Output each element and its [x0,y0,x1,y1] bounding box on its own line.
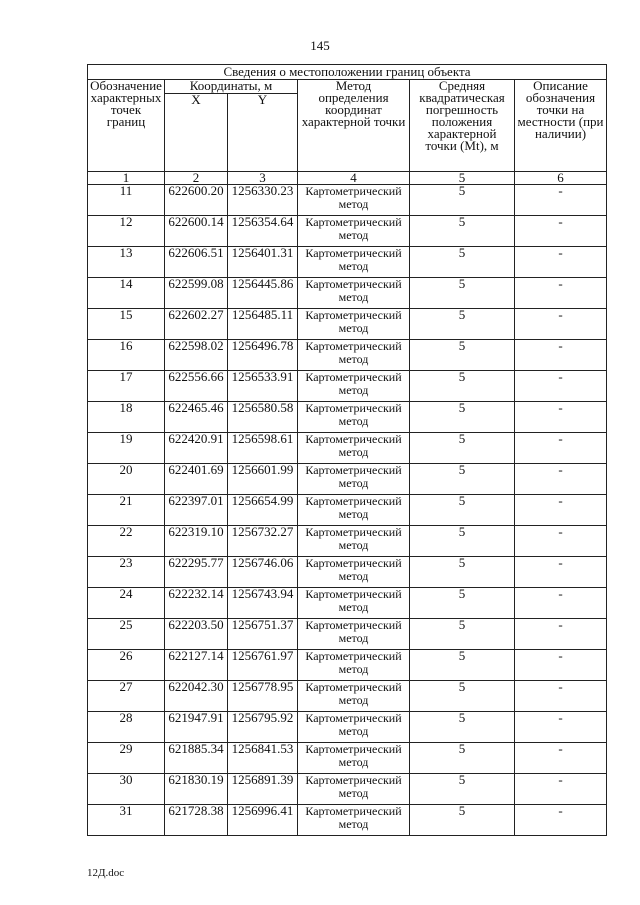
table-row [88,712,607,743]
table-row [88,774,607,805]
cell-x: 621728.38 [165,805,228,836]
cell-x: 621830.19 [165,774,228,805]
page-number: 145 [310,38,330,53]
cell-x: 622401.69 [165,464,228,495]
table-row [88,464,607,495]
cell-point-id: 18 [88,402,165,433]
cell-error: 5 [410,712,515,743]
cell-x: 622042.30 [165,681,228,712]
cell-x: 622600.14 [165,216,228,247]
cell-description: - [515,464,607,495]
table-row [88,743,607,774]
cell-point-id: 15 [88,309,165,340]
cell-error: 5 [410,619,515,650]
cell-x: 622397.01 [165,495,228,526]
cell-description: - [515,557,607,588]
header-description: Описание обозначения точки на местности (при наличии) [515,80,607,172]
cell-error: 5 [410,464,515,495]
file-name-footer: 12Д.doc [87,867,125,879]
cell-y: 1256761.97 [228,650,298,681]
table-row [88,526,607,557]
cell-point-id: 16 [88,340,165,371]
table-row [88,495,607,526]
table-row [88,805,607,836]
header-coordinates: Координаты, м [165,80,298,94]
cell-point-id: 22 [88,526,165,557]
cell-description: - [515,278,607,309]
cell-method: Картометрический метод [298,774,410,805]
cell-point-id: 14 [88,278,165,309]
cell-point-id: 29 [88,743,165,774]
cell-description: - [515,185,607,216]
cell-y: 1256841.53 [228,743,298,774]
table-row [88,402,607,433]
table-row [88,247,607,278]
table-row [88,681,607,712]
cell-description: - [515,495,607,526]
cell-method: Картометрический метод [298,681,410,712]
column-number: 6 [515,172,607,185]
cell-y: 1256996.41 [228,805,298,836]
cell-description: - [515,588,607,619]
cell-point-id: 23 [88,557,165,588]
cell-method: Картометрический метод [298,588,410,619]
cell-x: 621885.34 [165,743,228,774]
cell-method: Картометрический метод [298,216,410,247]
cell-x: 621947.91 [165,712,228,743]
cell-description: - [515,402,607,433]
column-number: 5 [410,172,515,185]
cell-description: - [515,619,607,650]
cell-error: 5 [410,650,515,681]
cell-y: 1256601.99 [228,464,298,495]
cell-method: Картометрический метод [298,805,410,836]
table-row [88,588,607,619]
cell-y: 1256743.94 [228,588,298,619]
cell-y: 1256732.27 [228,526,298,557]
column-number: 3 [228,172,298,185]
cell-x: 622127.14 [165,650,228,681]
cell-point-id: 28 [88,712,165,743]
table-row [88,650,607,681]
header-x: X [165,94,228,172]
cell-x: 622602.27 [165,309,228,340]
cell-description: - [515,371,607,402]
table-row [88,278,607,309]
cell-point-id: 25 [88,619,165,650]
table-row [88,619,607,650]
cell-y: 1256533.91 [228,371,298,402]
cell-error: 5 [410,743,515,774]
cell-method: Картометрический метод [298,309,410,340]
cell-x: 622556.66 [165,371,228,402]
cell-point-id: 17 [88,371,165,402]
cell-point-id: 27 [88,681,165,712]
cell-x: 622600.20 [165,185,228,216]
cell-point-id: 19 [88,433,165,464]
cell-x: 622606.51 [165,247,228,278]
table-row [88,433,607,464]
cell-method: Картометрический метод [298,464,410,495]
table-row [88,216,607,247]
cell-method: Картометрический метод [298,185,410,216]
boundary-coordinates-table [87,64,607,836]
cell-description: - [515,774,607,805]
cell-method: Картометрический метод [298,278,410,309]
cell-description: - [515,216,607,247]
cell-point-id: 13 [88,247,165,278]
cell-error: 5 [410,309,515,340]
cell-error: 5 [410,247,515,278]
table-row [88,371,607,402]
cell-point-id: 21 [88,495,165,526]
cell-description: - [515,712,607,743]
table-title: Сведения о местоположении границ объекта [88,65,607,80]
cell-y: 1256496.78 [228,340,298,371]
cell-point-id: 24 [88,588,165,619]
cell-error: 5 [410,495,515,526]
cell-error: 5 [410,526,515,557]
cell-description: - [515,247,607,278]
cell-method: Картометрический метод [298,247,410,278]
cell-y: 1256354.64 [228,216,298,247]
cell-error: 5 [410,774,515,805]
cell-point-id: 30 [88,774,165,805]
cell-description: - [515,743,607,774]
cell-method: Картометрический метод [298,650,410,681]
cell-method: Картометрический метод [298,495,410,526]
cell-error: 5 [410,402,515,433]
table-row [88,557,607,588]
header-method: Метод определения координат характерной точки [298,80,410,172]
cell-method: Картометрический метод [298,743,410,774]
cell-y: 1256485.11 [228,309,298,340]
cell-x: 622319.10 [165,526,228,557]
cell-method: Картометрический метод [298,371,410,402]
cell-error: 5 [410,185,515,216]
cell-y: 1256330.23 [228,185,298,216]
cell-method: Картометрический метод [298,619,410,650]
table-row [88,185,607,216]
cell-y: 1256598.61 [228,433,298,464]
cell-point-id: 12 [88,216,165,247]
cell-description: - [515,805,607,836]
cell-y: 1256778.95 [228,681,298,712]
cell-point-id: 26 [88,650,165,681]
cell-error: 5 [410,371,515,402]
cell-description: - [515,681,607,712]
cell-error: 5 [410,433,515,464]
cell-x: 622420.91 [165,433,228,464]
cell-y: 1256746.06 [228,557,298,588]
header-error: Средняя квадратическая погрешность положения характерной точки (Mt), м [410,80,515,172]
table-row [88,309,607,340]
cell-y: 1256445.86 [228,278,298,309]
column-number: 4 [298,172,410,185]
column-number: 1 [88,172,165,185]
cell-x: 622599.08 [165,278,228,309]
cell-error: 5 [410,216,515,247]
cell-error: 5 [410,681,515,712]
cell-error: 5 [410,557,515,588]
header-designation: Обозначение характерных точек границ [88,80,165,172]
cell-x: 622465.46 [165,402,228,433]
cell-x: 622203.50 [165,619,228,650]
cell-description: - [515,650,607,681]
cell-point-id: 20 [88,464,165,495]
cell-x: 622232.14 [165,588,228,619]
cell-method: Картометрический метод [298,433,410,464]
cell-method: Картометрический метод [298,340,410,371]
cell-description: - [515,340,607,371]
cell-method: Картометрический метод [298,712,410,743]
cell-error: 5 [410,805,515,836]
cell-error: 5 [410,340,515,371]
cell-error: 5 [410,588,515,619]
cell-point-id: 11 [88,185,165,216]
cell-description: - [515,309,607,340]
cell-method: Картометрический метод [298,526,410,557]
cell-x: 622295.77 [165,557,228,588]
cell-y: 1256795.92 [228,712,298,743]
cell-description: - [515,433,607,464]
cell-y: 1256580.58 [228,402,298,433]
cell-error: 5 [410,278,515,309]
table-row [88,340,607,371]
cell-y: 1256401.31 [228,247,298,278]
cell-y: 1256751.37 [228,619,298,650]
cell-y: 1256891.39 [228,774,298,805]
cell-description: - [515,526,607,557]
cell-y: 1256654.99 [228,495,298,526]
cell-method: Картометрический метод [298,402,410,433]
cell-x: 622598.02 [165,340,228,371]
column-number: 2 [165,172,228,185]
cell-point-id: 31 [88,805,165,836]
cell-method: Картометрический метод [298,557,410,588]
header-y: Y [228,94,298,172]
